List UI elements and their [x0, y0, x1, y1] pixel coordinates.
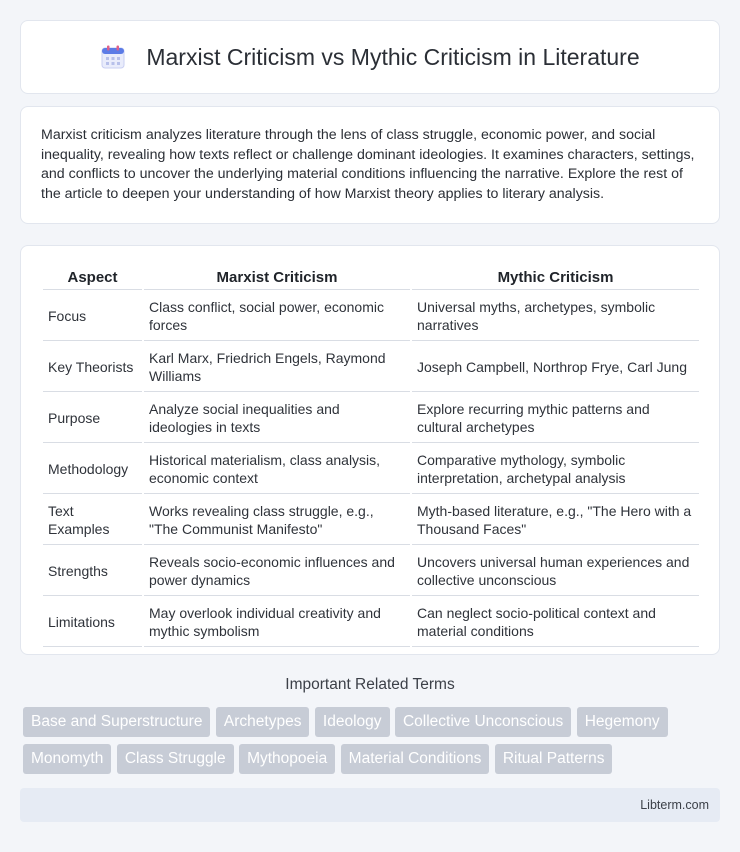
table-row — [43, 292, 699, 341]
intro-text: Marxist criticism analyzes literature through the lens of class struggle, economic power, and social inequality, revealing how texts reflect or challenge dominant ideologies. It examines characters, settings, and conflicts to uncover the underlying material conditions influencing the narrative. Explore the rest of the article to deepen your understanding of how Marxist theory applies to literary analysis. — [41, 127, 695, 202]
footer-site-link[interactable]: Libterm.com — [640, 798, 709, 812]
cell-marxist: Historical materialism, class analysis, economic context — [144, 445, 410, 494]
table-row — [43, 496, 699, 545]
cell-aspect: Strengths — [43, 547, 142, 596]
term-tag[interactable]: Monomyth — [23, 744, 111, 774]
term-tag[interactable]: Ritual Patterns — [495, 744, 613, 774]
cell-mythic: Explore recurring mythic patterns and cultural archetypes — [412, 394, 699, 443]
related-terms-list — [23, 707, 713, 781]
cell-marxist: Works revealing class struggle, e.g., "The Communist Manifesto" — [144, 496, 410, 545]
table-row — [43, 598, 699, 647]
comparison-table-card — [20, 245, 720, 655]
header-mythic: Mythic Criticism — [412, 268, 699, 290]
term-tag[interactable]: Hegemony — [577, 707, 668, 737]
term-tag[interactable]: Base and Superstructure — [23, 707, 210, 737]
footer — [20, 788, 720, 822]
comparison-table — [41, 266, 701, 649]
cell-aspect: Focus — [43, 292, 142, 341]
term-tag[interactable]: Ideology — [315, 707, 390, 737]
table-row — [43, 547, 699, 596]
cell-marxist: Reveals socio-economic influences and power dynamics — [144, 547, 410, 596]
term-tag[interactable]: Class Struggle — [117, 744, 234, 774]
term-tag[interactable]: Collective Unconscious — [395, 707, 571, 737]
related-terms-title: Important Related Terms — [285, 676, 455, 693]
calendar-icon — [100, 44, 126, 70]
cell-mythic: Universal myths, archetypes, symbolic narratives — [412, 292, 699, 341]
header-marxist: Marxist Criticism — [144, 268, 410, 290]
table-header-row — [43, 268, 699, 290]
cell-mythic: Myth-based literature, e.g., "The Hero with a Thousand Faces" — [412, 496, 699, 545]
cell-aspect: Methodology — [43, 445, 142, 494]
table-row — [43, 394, 699, 443]
intro-card — [20, 106, 720, 224]
title-card — [20, 20, 720, 94]
term-tag[interactable]: Archetypes — [216, 707, 310, 737]
cell-aspect: Text Examples — [43, 496, 142, 545]
cell-mythic: Can neglect socio-political context and material conditions — [412, 598, 699, 647]
cell-marxist: Class conflict, social power, economic forces — [144, 292, 410, 341]
page-title: Marxist Criticism vs Mythic Criticism in Literature — [146, 43, 640, 70]
term-tag[interactable]: Material Conditions — [341, 744, 490, 774]
cell-marxist: Analyze social inequalities and ideologies in texts — [144, 394, 410, 443]
header-aspect: Aspect — [43, 268, 142, 290]
cell-aspect: Purpose — [43, 394, 142, 443]
cell-mythic: Comparative mythology, symbolic interpretation, archetypal analysis — [412, 445, 699, 494]
cell-aspect: Limitations — [43, 598, 142, 647]
term-tag[interactable]: Mythopoeia — [239, 744, 335, 774]
cell-marxist: Karl Marx, Friedrich Engels, Raymond Williams — [144, 343, 410, 392]
cell-mythic: Uncovers universal human experiences and collective unconscious — [412, 547, 699, 596]
table-row — [43, 445, 699, 494]
cell-marxist: May overlook individual creativity and mythic symbolism — [144, 598, 410, 647]
cell-aspect: Key Theorists — [43, 343, 142, 392]
table-row — [43, 343, 699, 392]
cell-mythic: Joseph Campbell, Northrop Frye, Carl Jung — [412, 343, 699, 392]
